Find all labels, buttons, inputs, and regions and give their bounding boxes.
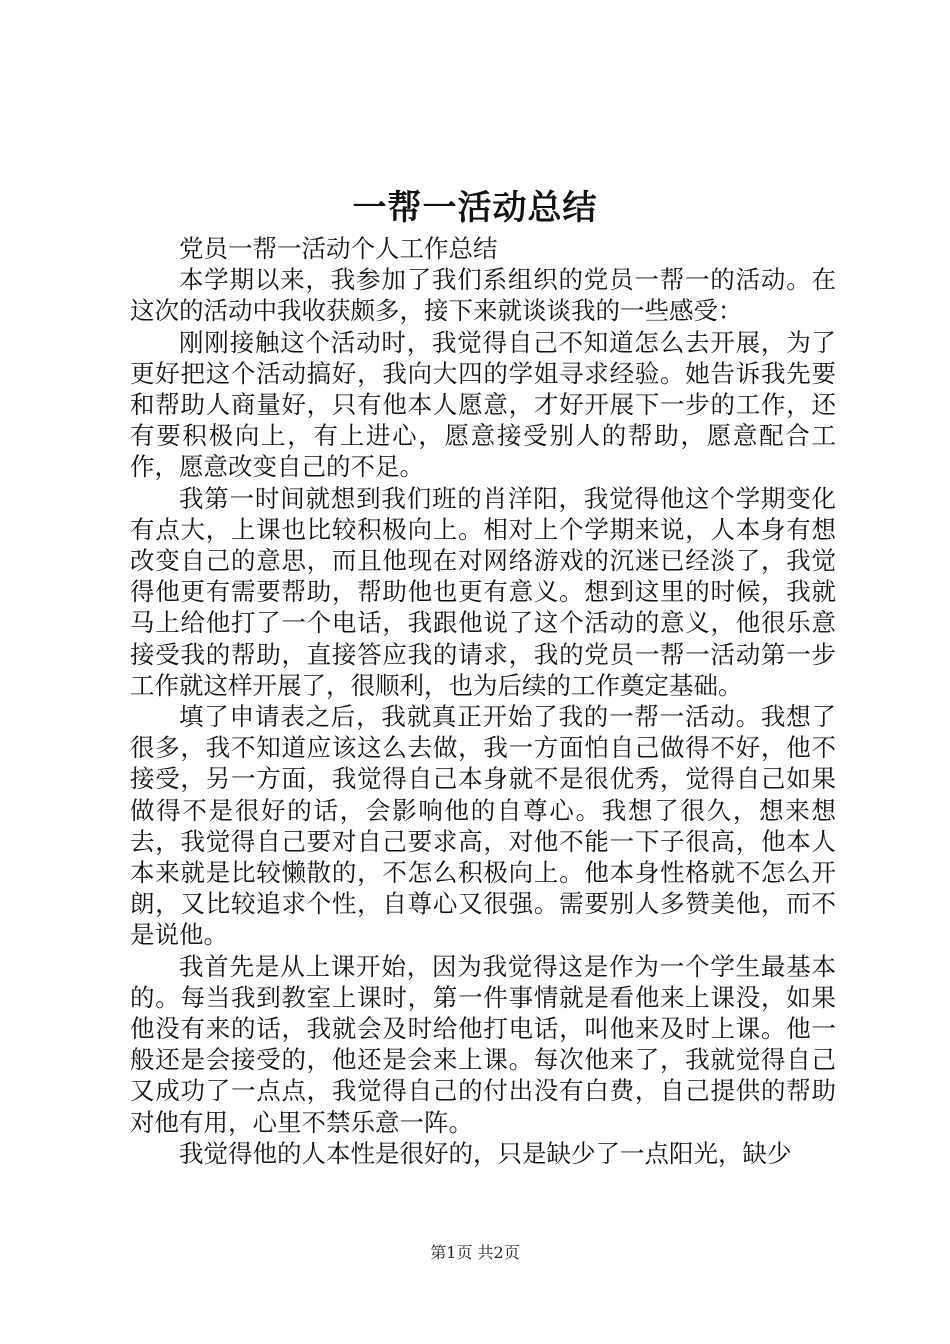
document-title: 一帮一活动总结 bbox=[352, 188, 598, 228]
paragraph: 我首先是从上课开始，因为我觉得这是作为一个学生最基本的。每当我到教室上课时，第一件事情就是看他来上课没，如果他没有来的话，我就会及时给他打电话，叫他来及时上课。他一般还是会接受的，他还是会来上课。每次他来了，我就觉得自己又成功了一点点，我觉得自己的付出没有白费，自己提供的帮助对他有用，心里不禁乐意一阵。 bbox=[130, 951, 836, 1137]
document-body bbox=[130, 233, 836, 1169]
paragraph: 刚刚接触这个活动时，我觉得自己不知道怎么去开展，为了更好把这个活动搞好，我向大四的学姐寻求经验。她告诉我先要和帮助人商量好，只有他本人愿意，才好开展下一步的工作，还有要积极向上，有上进心，愿意接受别人的帮助，愿意配合工作，愿意改变自己的不足。 bbox=[130, 327, 836, 482]
paragraph: 我觉得他的人本性是很好的，只是缺少了一点阳光，缺少 bbox=[179, 1138, 792, 1168]
paragraph: 我第一时间就想到我们班的肖洋阳，我觉得他这个学期变化有点大，上课也比较积极向上。相对上个学期来说，人本身有想改变自己的意思，而且他现在对网络游戏的沉迷已经淡了，我觉得他更有需要帮助，帮助他也更有意义。想到这里的时候，我就马上给他打了一个电话，我跟他说了这个活动的意义，他很乐意接受我的帮助，直接答应我的请求，我的党员一帮一活动第一步工作就这样开展了，很顺利，也为后续的工作奠定基础。 bbox=[130, 483, 836, 700]
paragraph: 填了申请表之后，我就真正开始了我的一帮一活动。我想了很多，我不知道应该这么去做，我一方面怕自己做得不好，他不接受，另一方面，我觉得自己本身就不是很优秀，觉得自己如果做得不是很好的话，会影响他的自尊心。我想了很久，想来想去，我觉得自己要对自己要求高，对他不能一下子很高，他本人本来就是比较懒散的，不怎么积极向上。他本身性格就不怎么开朗，又比较追求个性，自尊心又很强。需要别人多赞美他，而不是说他。 bbox=[130, 702, 836, 950]
paragraph: 本学期以来，我参加了我们系组织的党员一帮一的活动。在这次的活动中我收获颇多，接下来就谈谈我的一些感受： bbox=[130, 265, 836, 326]
paragraph-subtitle: 党员一帮一活动个人工作总结 bbox=[179, 234, 498, 263]
page-footer: 第1页 共2页 bbox=[430, 1243, 520, 1262]
